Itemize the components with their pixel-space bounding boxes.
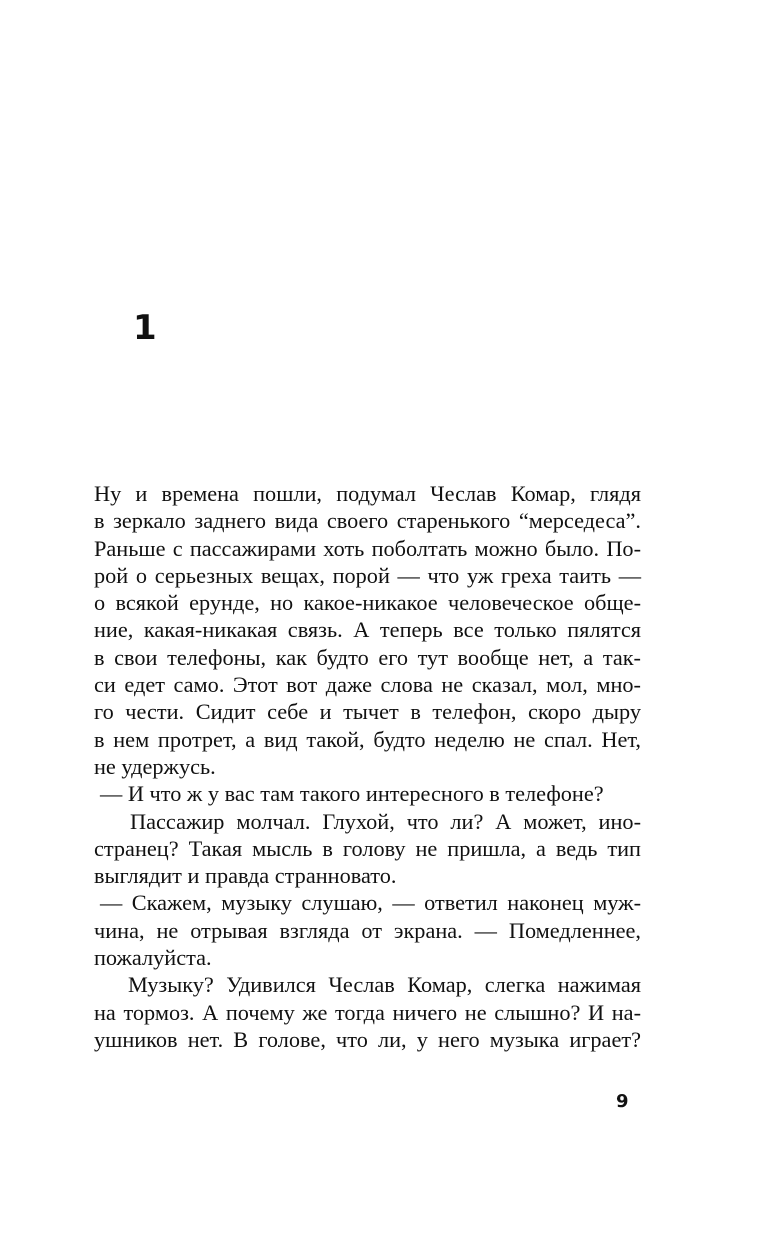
- text-line: в зеркало заднего вида своего старенького “мерседеса”.: [94, 508, 641, 534]
- chapter-number: 1: [133, 308, 157, 348]
- text-line: в нем протрет, а вид такой, будто неделю не спал. Нет,: [94, 726, 641, 752]
- body-text: [94, 480, 641, 1053]
- text-line: Раньше с пассажирами хоть поболтать можно было. По-: [94, 535, 641, 561]
- text-line: го чести. Сидит себе и тычет в телефон, скоро дыру: [94, 699, 641, 725]
- text-line: в свои телефоны, как будто его тут вообще нет, а так-: [94, 644, 641, 670]
- text-line: чина, не отрывая взгляда от экрана. — Помедленнее,: [94, 917, 641, 943]
- text-line: Музыку? Удивился Чеслав Комар, слегка нажимая: [128, 972, 641, 998]
- text-line: си едет само. Этот вот даже слова не сказал, мол, мно-: [94, 672, 641, 698]
- text-line: странец? Такая мысль в голову не пришла, а ведь тип: [94, 835, 641, 861]
- text-line: на тормоз. А почему же тогда ничего не слышно? И на-: [94, 999, 641, 1025]
- text-line: рой о серьезных вещах, порой — что уж греха таить —: [94, 562, 641, 588]
- dialogue-line: — Скажем, музыку слушаю, — ответил наконец муж-: [100, 890, 641, 916]
- text-line: о всякой ерунде, но какое-никакое человеческое обще-: [94, 590, 641, 616]
- text-line: выглядит и правда странновато.: [94, 863, 397, 889]
- text-line: ние, какая-никакая связь. А теперь все только пялятся: [94, 617, 641, 643]
- page-number: 9: [616, 1091, 629, 1112]
- text-line: ушников нет. В голове, что ли, у него музыка играет?: [94, 1026, 641, 1052]
- text-line: Ну и времена пошли, подумал Чеслав Комар, глядя: [94, 481, 641, 506]
- dialogue-line: — И что ж у вас там такого интересного в телефоне?: [100, 781, 604, 807]
- text-line: не удержусь.: [94, 753, 216, 779]
- text-line: пожалуйста.: [94, 945, 212, 971]
- text-line: Пассажир молчал. Глухой, что ли? А может, ино-: [130, 808, 641, 834]
